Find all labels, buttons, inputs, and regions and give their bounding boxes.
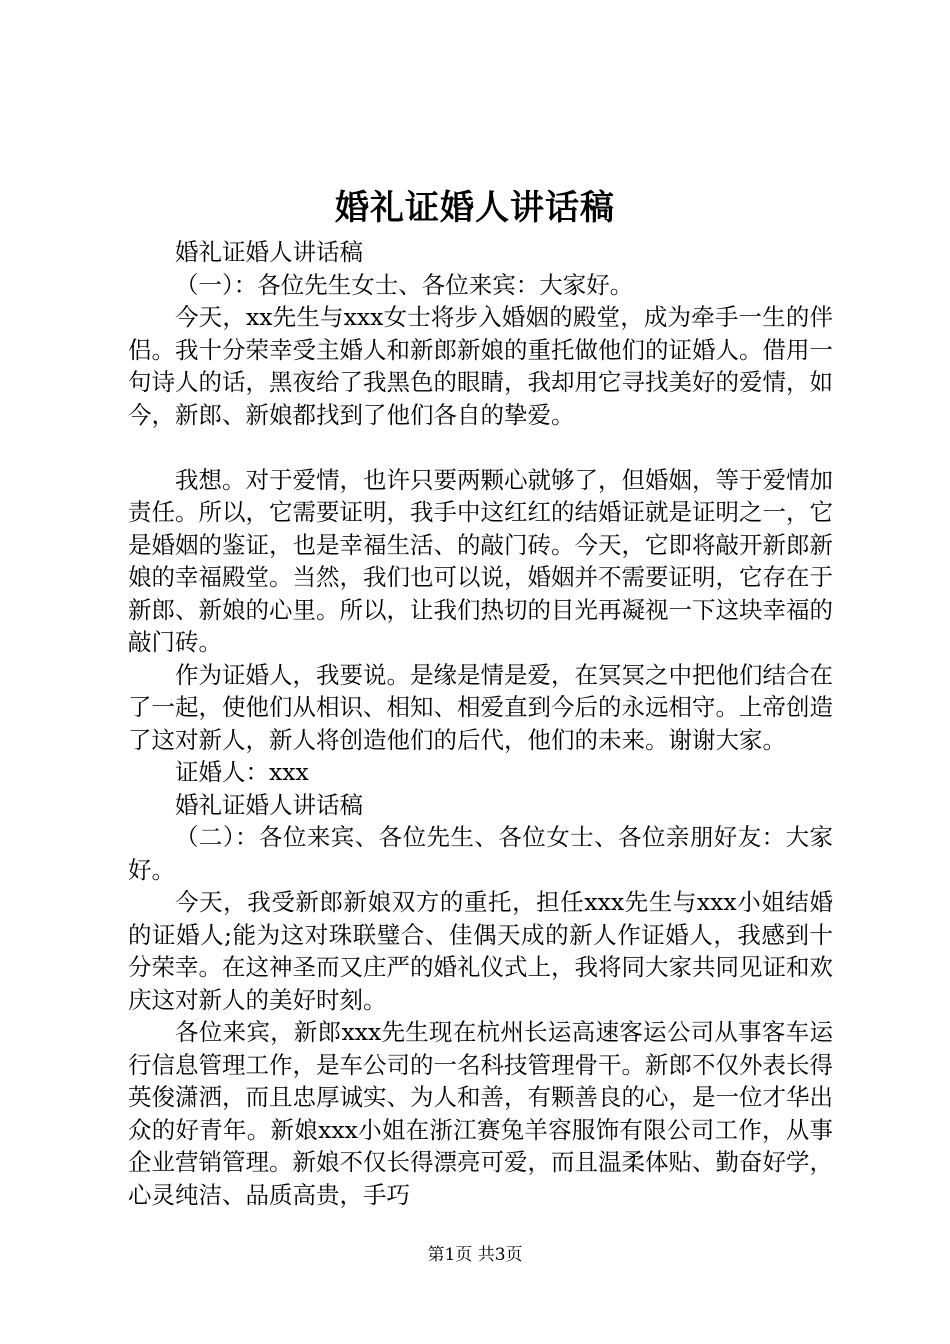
greeting-2: （二）：各位来宾、各位先生、各位女士、各位亲朋好友：大家好。 — [128, 823, 833, 884]
section-heading-1: 婚礼证婚人讲话稿 — [175, 238, 363, 266]
body-paragraph: 今天，xx先生与xxx女士将步入婚姻的殿堂，成为牵手一生的伴侣。我十分荣幸受主婚人和新郎新娘的重托做他们的证婚人。借用一句诗人的话，黑夜给了我黑色的眼睛，我却用它寻找美好的爱情，如今，新郎、新娘都找到了他们各自的挚爱。 — [128, 303, 833, 429]
page-indicator: 第1页 共3页 — [427, 1245, 523, 1265]
section-heading-2: 婚礼证婚人讲话稿 — [175, 790, 363, 819]
page-title: 婚礼证婚人讲话稿 — [335, 188, 615, 228]
body-paragraph: 各位来宾，新郎xxx先生现在杭州长运高速客运公司从事客车运行信息管理工作，是车公司的一名科技管理骨干。新郎不仅外表长得英俊潇洒，而且忠厚诚实、为人和善，有颗善良的心，是一位才华出众的好青年。新娘xxx小姐在浙江赛兔羊容服饰有限公司工作，从事企业营销管理。新娘不仅长得漂亮可爱，而且温柔体贴、勤奋好学，心灵纯洁、品质高贵，手巧 — [128, 1018, 833, 1209]
greeting-1: （一）：各位先生女士、各位来宾：大家好。 — [175, 270, 634, 299]
body-paragraph: 作为证婚人，我要说。是缘是情是爱，在冥冥之中把他们结合在了一起，使他们从相识、相知、相爱直到今后的永远相守。上帝创造了这对新人，新人将创造他们的后代，他们的未来。谢谢大家。 — [128, 660, 833, 754]
document-body — [128, 236, 833, 1211]
body-paragraph: 今天，我受新郎新娘双方的重托，担任xxx先生与xxx小姐结婚的证婚人;能为这对珠联璧合、佳偶天成的新人作证婚人，我感到十分荣幸。在这神圣而又庄严的婚礼仪式上，我将同大家共同见证和欢庆这对新人的美好时刻。 — [128, 888, 833, 1014]
signature-line: 证婚人：xxx — [175, 758, 309, 786]
body-paragraph: 我想。对于爱情，也许只要两颗心就够了，但婚姻，等于爱情加责任。所以，它需要证明，我手中这红红的结婚证就是证明之一，它是婚姻的鉴证，也是幸福生活、的敲门砖。今天，它即将敲开新郎新娘的幸福殿堂。当然，我们也可以说，婚姻并不需要证明，它存在于新郎、新娘的心里。所以，让我们热切的目光再凝视一下这块幸福的敲门砖。 — [128, 465, 833, 656]
